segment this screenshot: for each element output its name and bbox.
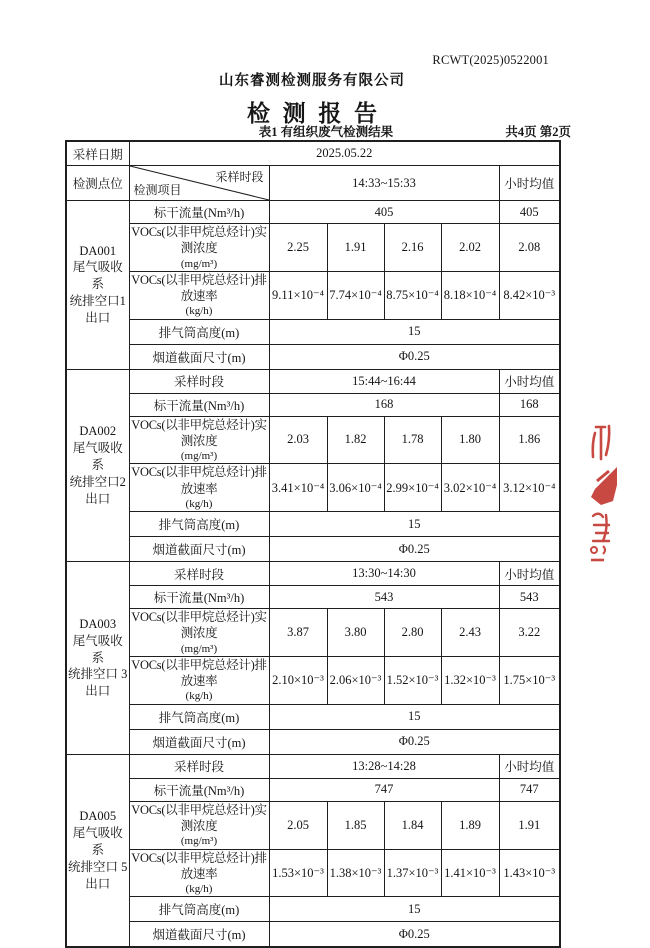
flow-label: 标干流量(Nm³/h) <box>129 201 269 224</box>
stack-height-label: 排气筒高度(m) <box>129 897 269 922</box>
table-row <box>66 922 560 948</box>
flow-value: 747 <box>269 778 499 801</box>
hour-avg-header: 小时均值 <box>499 562 560 586</box>
report-number: RCWT(2025)0522001 <box>432 53 549 67</box>
conc-avg: 1.86 <box>499 416 560 464</box>
flow-value: 543 <box>269 586 499 609</box>
conc-avg: 3.22 <box>499 609 560 657</box>
conc-label: VOCs(以非甲烷总烃计)实测浓度 (mg/m³) <box>129 609 269 657</box>
rate-value: 1.38×10⁻³ <box>327 849 384 897</box>
duct-size-value: Φ0.25 <box>269 344 560 369</box>
conc-value: 3.87 <box>269 609 327 657</box>
flow-avg: 168 <box>499 393 560 416</box>
monitor-point-da001: DA001 尾气吸收系 统排空口1 出口 <box>66 201 129 370</box>
flow-avg: 543 <box>499 586 560 609</box>
flow-avg: 747 <box>499 778 560 801</box>
results-table <box>65 140 561 948</box>
table-row <box>66 224 560 272</box>
rate-value: 1.41×10⁻³ <box>441 849 499 897</box>
sampling-period-header: 采样时段 <box>215 170 264 184</box>
rate-value: 1.53×10⁻³ <box>269 849 327 897</box>
rate-label: VOCs(以非甲烷总烃计)排放速率 (kg/h) <box>129 271 269 319</box>
sampling-period-label: 采样时段 <box>129 562 269 586</box>
conc-value: 2.03 <box>269 416 327 464</box>
flow-value: 405 <box>269 201 499 224</box>
hour-avg-header: 小时均值 <box>499 369 560 393</box>
flow-label: 标干流量(Nm³/h) <box>129 393 269 416</box>
conc-value: 1.85 <box>327 801 384 849</box>
rate-label: VOCs(以非甲烷总烃计)排放速率 (kg/h) <box>129 464 269 512</box>
conc-avg: 2.08 <box>499 224 560 272</box>
duct-size-label: 烟道截面尺寸(m) <box>129 729 269 754</box>
table-row <box>66 166 560 201</box>
table-row <box>66 319 560 344</box>
rate-value: 3.02×10⁻⁴ <box>441 464 499 512</box>
seal-mark-icon <box>589 543 609 557</box>
sampling-period-label: 采样时段 <box>129 754 269 778</box>
rate-avg: 1.75×10⁻³ <box>499 656 560 704</box>
rate-avg: 1.43×10⁻³ <box>499 849 560 897</box>
table-row <box>66 201 560 224</box>
monitor-point-label: 检测点位 <box>66 166 129 201</box>
company-name: 山东睿测检测服务有限公司 <box>219 73 405 89</box>
stack-height-value: 15 <box>269 704 560 729</box>
sampling-date-label: 采样日期 <box>66 141 129 166</box>
conc-value: 1.91 <box>327 224 384 272</box>
seal-stroke-icon <box>589 511 615 545</box>
conc-label: VOCs(以非甲烷总烃计)实测浓度 (mg/m³) <box>129 801 269 849</box>
duct-size-value: Φ0.25 <box>269 729 560 754</box>
rate-value: 8.18×10⁻⁴ <box>441 271 499 319</box>
period-value: 15:44~16:44 <box>269 369 499 393</box>
conc-avg: 1.91 <box>499 801 560 849</box>
table-row <box>66 897 560 922</box>
report-header <box>65 69 559 128</box>
conc-value: 1.82 <box>327 416 384 464</box>
table-row <box>66 609 560 657</box>
conc-value: 1.89 <box>441 801 499 849</box>
conc-label: VOCs(以非甲烷总烃计)实测浓度 (mg/m³) <box>129 224 269 272</box>
sampling-period-label: 采样时段 <box>129 369 269 393</box>
conc-value: 3.80 <box>327 609 384 657</box>
table-row <box>66 416 560 464</box>
table-row <box>66 344 560 369</box>
conc-label: VOCs(以非甲烷总烃计)实测浓度 (mg/m³) <box>129 416 269 464</box>
rate-avg: 3.12×10⁻⁴ <box>499 464 560 512</box>
flow-avg: 405 <box>499 201 560 224</box>
rate-value: 3.06×10⁻⁴ <box>327 464 384 512</box>
table-row <box>66 729 560 754</box>
table-row <box>66 586 560 609</box>
sampling-date-value: 2025.05.22 <box>129 141 560 166</box>
monitor-point-da003: DA003 尾气吸收系 统排空口 3 出口 <box>66 562 129 755</box>
hour-avg-header: 小时均值 <box>499 754 560 778</box>
duct-size-value: Φ0.25 <box>269 537 560 562</box>
rate-avg: 8.42×10⁻³ <box>499 271 560 319</box>
rate-value: 9.11×10⁻⁴ <box>269 271 327 319</box>
seal-blob-icon <box>589 467 619 507</box>
stack-height-value: 15 <box>269 319 560 344</box>
flow-label: 标干流量(Nm³/h) <box>129 778 269 801</box>
table-row <box>66 271 560 319</box>
conc-value: 2.02 <box>441 224 499 272</box>
table-row <box>66 393 560 416</box>
conc-value: 2.80 <box>384 609 441 657</box>
hour-avg-header: 小时均值 <box>499 166 560 201</box>
table-row <box>66 754 560 778</box>
conc-value: 1.84 <box>384 801 441 849</box>
rate-value: 2.99×10⁻⁴ <box>384 464 441 512</box>
rate-label: VOCs(以非甲烷总烃计)排放速率 (kg/h) <box>129 656 269 704</box>
flow-value: 168 <box>269 393 499 416</box>
duct-size-label: 烟道截面尺寸(m) <box>129 922 269 948</box>
stack-height-value: 15 <box>269 512 560 537</box>
stack-height-value: 15 <box>269 897 560 922</box>
monitor-item-header: 检测项目 <box>133 183 182 197</box>
rate-value: 1.52×10⁻³ <box>384 656 441 704</box>
table-row <box>66 537 560 562</box>
rate-value: 7.74×10⁻⁴ <box>327 271 384 319</box>
table-row <box>66 801 560 849</box>
table-row <box>66 464 560 512</box>
table-row <box>66 778 560 801</box>
period-value: 14:33~15:33 <box>269 166 499 201</box>
table-row <box>66 141 560 166</box>
diagonal-header-cell <box>129 166 269 201</box>
rate-label: VOCs(以非甲烷总烃计)排放速率 (kg/h) <box>129 849 269 897</box>
table-row <box>66 369 560 393</box>
stack-height-label: 排气筒高度(m) <box>129 319 269 344</box>
report-title: 检测报告 <box>247 101 390 126</box>
rate-value: 8.75×10⁻⁴ <box>384 271 441 319</box>
table-row <box>66 512 560 537</box>
table-row <box>66 849 560 897</box>
conc-value: 2.25 <box>269 224 327 272</box>
duct-size-label: 烟道截面尺寸(m) <box>129 344 269 369</box>
rate-value: 1.37×10⁻³ <box>384 849 441 897</box>
rate-value: 2.10×10⁻³ <box>269 656 327 704</box>
stack-height-label: 排气筒高度(m) <box>129 512 269 537</box>
conc-value: 1.80 <box>441 416 499 464</box>
page-number-info: 共4页 第2页 <box>505 125 571 139</box>
period-value: 13:30~14:30 <box>269 562 499 586</box>
seal-mark-icon <box>589 556 607 564</box>
rate-value: 3.41×10⁻⁴ <box>269 464 327 512</box>
table-row <box>66 656 560 704</box>
duct-size-label: 烟道截面尺寸(m) <box>129 537 269 562</box>
rate-value: 2.06×10⁻³ <box>327 656 384 704</box>
conc-value: 2.43 <box>441 609 499 657</box>
table-row <box>66 704 560 729</box>
seal-stroke-icon <box>589 425 615 463</box>
rate-value: 1.32×10⁻³ <box>441 656 499 704</box>
period-value: 13:28~14:28 <box>269 754 499 778</box>
duct-size-value: Φ0.25 <box>269 922 560 948</box>
table-caption: 表1 有组织废气检测结果 <box>258 125 394 139</box>
flow-label: 标干流量(Nm³/h) <box>129 586 269 609</box>
monitor-point-da002: DA002 尾气吸收系 统排空口2 出口 <box>66 369 129 562</box>
red-seal-fragment <box>589 423 625 638</box>
conc-value: 2.16 <box>384 224 441 272</box>
stack-height-label: 排气筒高度(m) <box>129 704 269 729</box>
monitor-point-da005: DA005 尾气吸收系 统排空口 5 出口 <box>66 754 129 947</box>
conc-value: 1.78 <box>384 416 441 464</box>
conc-value: 2.05 <box>269 801 327 849</box>
table-row <box>66 562 560 586</box>
